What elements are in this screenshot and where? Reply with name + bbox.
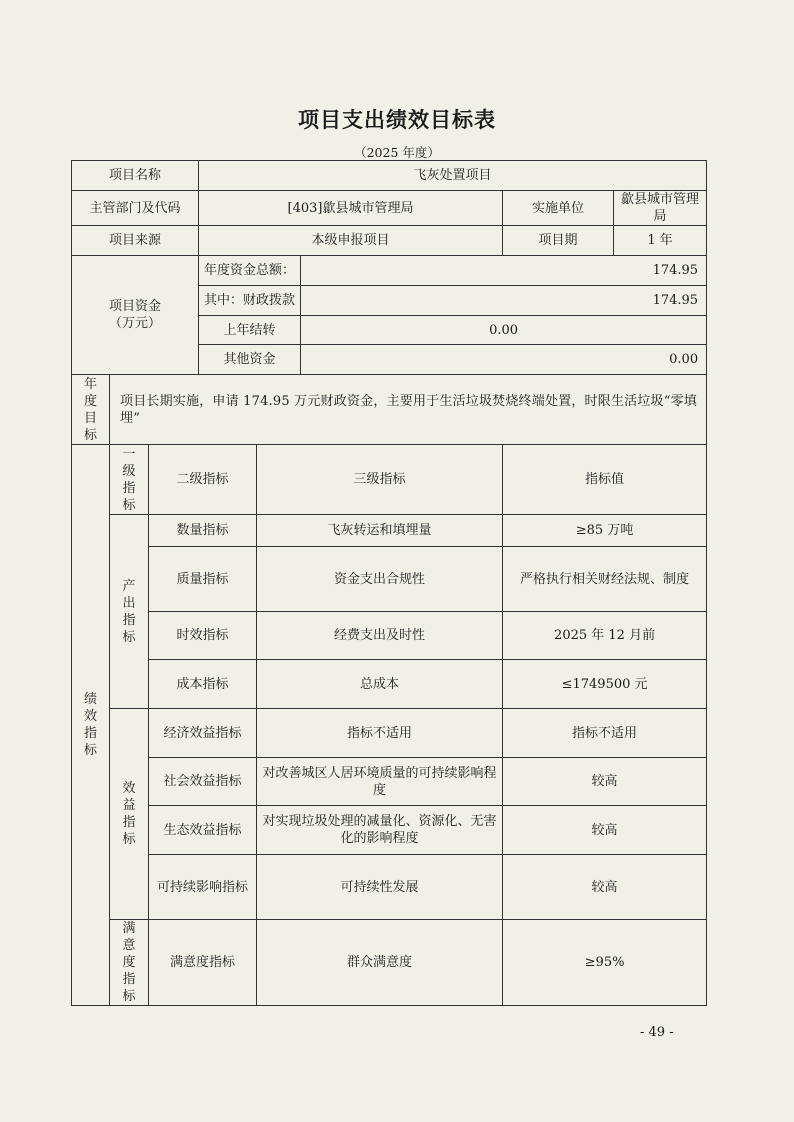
indicator-l2: 数量指标 xyxy=(149,515,257,547)
row-indicator-header xyxy=(72,445,707,515)
performance-table xyxy=(71,160,707,1006)
department-value: [403]歙县城市管理局 xyxy=(199,191,503,226)
project-source-label: 项目来源 xyxy=(72,226,199,256)
indicator-value: 严格执行相关财经法规、制度 xyxy=(503,547,707,612)
year-label: （2025 年度） xyxy=(354,145,440,160)
row-output-timeliness xyxy=(72,612,707,660)
indicator-l3: 飞灰转运和填埋量 xyxy=(257,515,503,547)
indicator-l2: 时效指标 xyxy=(149,612,257,660)
row-annual-goal xyxy=(72,375,707,445)
funds-total-value: 174.95 xyxy=(301,256,707,286)
row-output-quantity xyxy=(72,515,707,547)
funds-label-line2: （万元） xyxy=(109,316,162,331)
indicator-l2: 社会效益指标 xyxy=(149,758,257,806)
funds-carryover-label: 上年结转 xyxy=(199,316,301,345)
indicator-l3: 对实现垃圾处理的减量化、资源化、无害化的影响程度 xyxy=(257,806,503,855)
indicator-value: 较高 xyxy=(503,855,707,920)
row-benefit-ecological xyxy=(72,806,707,855)
funds-fiscal-label: 其中：财政拨款 xyxy=(199,286,301,316)
page-title: 项目支出绩效目标表 xyxy=(298,108,496,132)
indicator-value: 指标不适用 xyxy=(503,709,707,758)
indicator-value: 较高 xyxy=(503,806,707,855)
output-indicator-label: 产 出 指 标 xyxy=(110,515,149,709)
indicator-value: 较高 xyxy=(503,758,707,806)
indicator-l2: 可持续影响指标 xyxy=(149,855,257,920)
indicator-l3: 对改善城区人居环境质量的可持续影响程度 xyxy=(257,758,503,806)
row-department xyxy=(72,191,707,226)
indicator-l2: 成本指标 xyxy=(149,660,257,709)
funds-other-label: 其他资金 xyxy=(199,345,301,375)
annual-goal-text: 项目长期实施，申请 174.95 万元财政资金，主要用于生活垃圾焚烧终端处置，时限生活垃圾“零填埋” xyxy=(110,375,707,445)
row-output-cost xyxy=(72,660,707,709)
indicator-value: 2025 年 12 月前 xyxy=(503,612,707,660)
indicator-value-header: 指标值 xyxy=(503,445,707,515)
indicator-l3: 资金支出合规性 xyxy=(257,547,503,612)
indicator-value: ≤1749500 元 xyxy=(503,660,707,709)
funds-carryover-value: 0.00 xyxy=(301,316,707,345)
indicator-value: ≥95% xyxy=(503,920,707,1006)
page-number: - 49 - xyxy=(640,1025,674,1040)
project-source-value: 本级申报项目 xyxy=(199,226,503,256)
project-name-value: 飞灰处置项目 xyxy=(199,161,707,191)
indicator-l3: 群众满意度 xyxy=(257,920,503,1006)
level2-indicator-header: 二级指标 xyxy=(149,445,257,515)
row-source xyxy=(72,226,707,256)
row-output-quality xyxy=(72,547,707,612)
project-name-label: 项目名称 xyxy=(72,161,199,191)
indicator-l3: 指标不适用 xyxy=(257,709,503,758)
level1-indicator-header: 一 级 指 标 xyxy=(110,445,149,515)
implementing-unit-value: 歙县城市管理局 xyxy=(614,191,707,226)
funds-label-line1: 项目资金 xyxy=(109,299,162,314)
benefit-indicator-label: 效 益 指 标 xyxy=(110,709,149,920)
indicator-l2: 质量指标 xyxy=(149,547,257,612)
indicator-l3: 总成本 xyxy=(257,660,503,709)
funds-other-value: 0.00 xyxy=(301,345,707,375)
indicator-l3: 经费支出及时性 xyxy=(257,612,503,660)
implementing-unit-label: 实施单位 xyxy=(503,191,614,226)
project-funds-label xyxy=(72,256,199,375)
annual-goal-label: 年 度 目 标 xyxy=(72,375,110,445)
indicator-l2: 满意度指标 xyxy=(149,920,257,1006)
row-project-name xyxy=(72,161,707,191)
level3-indicator-header: 三级指标 xyxy=(257,445,503,515)
indicator-l2: 经济效益指标 xyxy=(149,709,257,758)
project-period-value: 1 年 xyxy=(614,226,707,256)
row-benefit-social xyxy=(72,758,707,806)
indicator-l2: 生态效益指标 xyxy=(149,806,257,855)
funds-total-label: 年度资金总额： xyxy=(199,256,301,286)
row-funds-total xyxy=(72,256,707,286)
row-benefit-economic xyxy=(72,709,707,758)
row-satisfaction xyxy=(72,920,707,1006)
row-benefit-sustainability xyxy=(72,855,707,920)
indicator-value: ≥85 万吨 xyxy=(503,515,707,547)
department-label: 主管部门及代码 xyxy=(72,191,199,226)
performance-indicator-label: 绩 效 指 标 xyxy=(72,445,110,1006)
project-period-label: 项目期 xyxy=(503,226,614,256)
satisfaction-indicator-label: 满 意 度 指 标 xyxy=(110,920,149,1006)
indicator-l3: 可持续性发展 xyxy=(257,855,503,920)
funds-fiscal-value: 174.95 xyxy=(301,286,707,316)
